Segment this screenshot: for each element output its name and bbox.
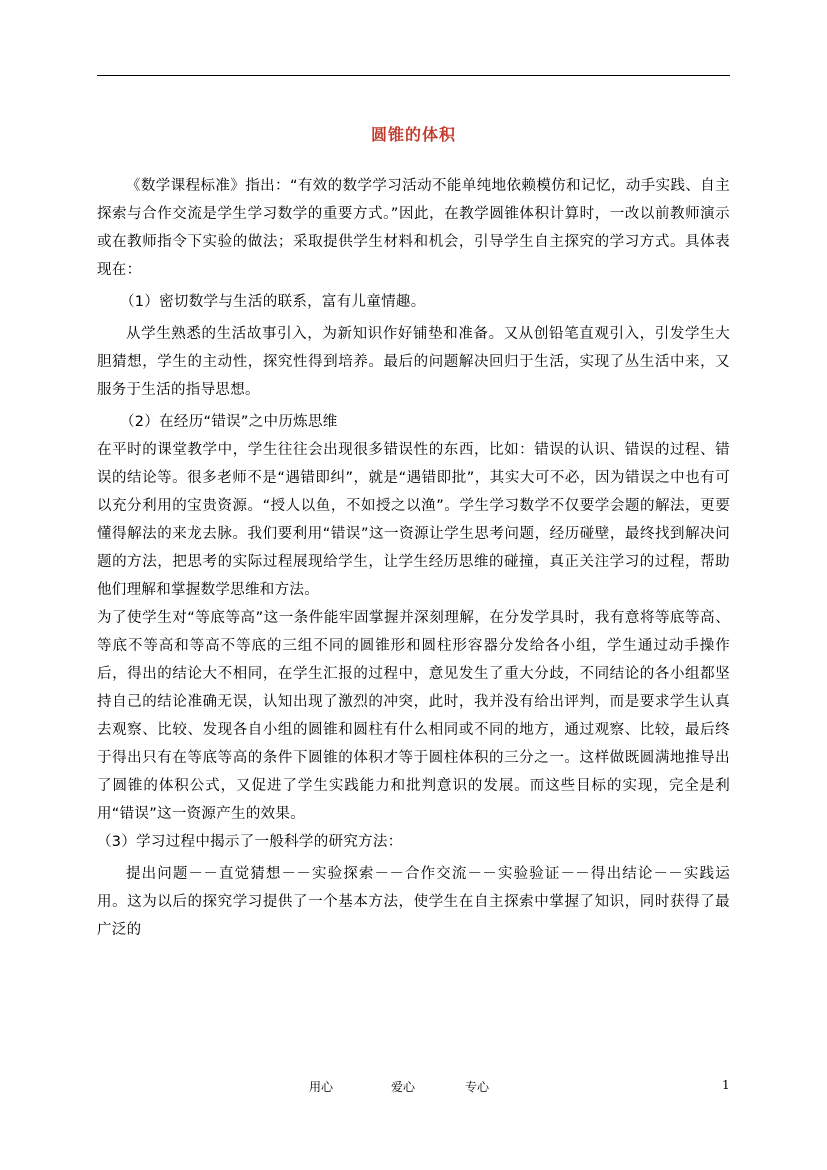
page-number: 1 — [722, 1078, 730, 1092]
paragraph-point-2b: 为了使学生对“等底等高”这一条件能牢固掌握并深刻理解，在分发学具时，我有意将等底等高、等底不等高和等高不等底的三组不同的圆锥形和圆柱形容器分发给各小组，学生通过动手操作后，得出的结论大不相同，在学生汇报的过程中，意见发生了重大分歧，不同结论的各小组都坚持自己的结论准确无误，认知出现了激烈的冲突，此时，我并没有给出评判，而是要求学生认真去观察、比较、发现各自小组的圆锥和圆柱有什么相同或不同的地方，通过观察、比较，最后终于得出只有在等底等高的条件下圆锥的体积才等于圆柱体积的三分之一。这样做既圆满地推导出了圆锥的体积公式，又促进了学生实践能力和批判意识的发展。而这些目标的实现，完全是利用“错误”这一资源产生的效果。 — [97, 610, 730, 822]
heading-point-3: （3）学习过程中揭示了一般科学的研究方法： — [97, 834, 403, 850]
heading-point-1: （1）密切数学与生活的联系，富有儿童情趣。 — [120, 294, 426, 310]
footer-item-aixin: 爱心 — [391, 1080, 416, 1094]
document-body — [97, 172, 730, 944]
heading-point-2: （2）在经历“错误”之中历炼思维 — [120, 414, 338, 430]
document-title: 圆锥的体积 — [370, 125, 456, 144]
page-footer — [0, 1078, 827, 1098]
footer-item-zhuanxin: 专心 — [465, 1080, 490, 1094]
footer-item-yongxin: 用心 — [309, 1080, 334, 1094]
paragraph-point-3: 提出问题－－直觉猜想－－实验探索－－合作交流－－实验验证－－得出结论－－实践运用。这为以后的探究学习提供了一个基本方法，使学生在自主探索中掌握了知识，同时获得了最广泛的 — [97, 866, 730, 938]
header-rule — [97, 75, 730, 76]
paragraph-point-1: 从学生熟悉的生活故事引入，为新知识作好铺垫和准备。又从创铅笔直观引入，引发学生大胆猜想，学生的主动性，探究性得到培养。最后的问题解决回归于生活，实现了丛生活中来，又服务于生活的指导思想。 — [97, 326, 730, 398]
paragraph-point-2a: 在平时的课堂教学中，学生往往会出现很多错误性的东西，比如：错误的认识、错误的过程、错误的结论等。很多老师不是“遇错即纠”，就是“遇错即批”，其实大可不必，因为错误之中也有可以充分利用的宝贵资源。“授人以鱼，不如授之以渔”。学生学习数学不仅要学会题的解法，更要懂得解法的来龙去脉。我们要利用“错误”这一资源让学生思考问题，经历碰壁，最终找到解决问题的方法，把思考的实际过程展现给学生，让学生经历思维的碰撞，真正关注学习的过程，帮助他们理解和掌握数学思维和方法。 — [97, 442, 730, 598]
paragraph-intro: 《数学课程标准》指出：“有效的数学学习活动不能单纯地依赖模仿和记忆，动手实践、自主探索与合作交流是学生学习数学的重要方式。”因此，在教学圆锥体积计算时，一改以前教师演示或在教师指令下实验的做法；采取提供学生材料和机会，引导学生自主探究的学习方式。具体表现在： — [97, 178, 730, 278]
